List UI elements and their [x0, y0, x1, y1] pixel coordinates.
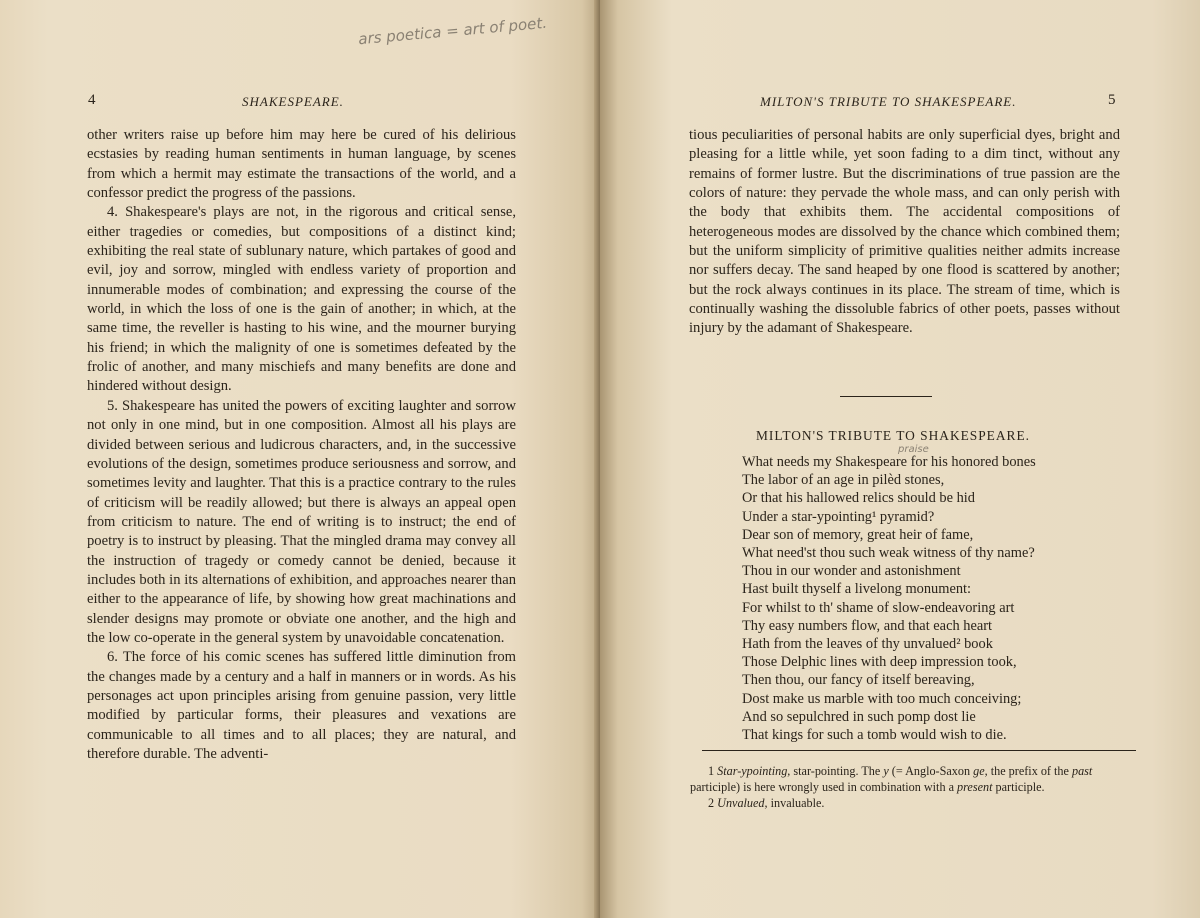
poem: [742, 453, 1036, 744]
section-divider: [840, 396, 932, 397]
poem-line: And so sepulchred in such pomp dost lie: [742, 708, 976, 725]
poem-line: The labor of an age in pilèd stones,: [742, 472, 945, 489]
paragraph: other writers raise up before him may here be cured of his delirious ecstasies by reading human sentiments in human language, by scenes from which a hermit may estimate the transactions of the world, and a confessor predict the progress of the passions.: [87, 127, 516, 202]
poem-line: For whilst to th' shame of slow-endeavoring art: [742, 599, 1015, 616]
page-number: 5: [1108, 92, 1116, 108]
poem-line: Hast built thyself a livelong monument:: [742, 581, 972, 598]
poem-title: MILTON'S TRIBUTE TO SHAKESPEARE.: [756, 428, 1030, 443]
paragraph: 5. Shakespeare has united the powers of exciting laughter and sorrow not only in one mind, but in one composition. Almost all his plays are divided between serious and ludicrous characters, and, in the successive evolutions of the design, sometimes produce seriousness and sorrow, and sometimes levity and laughter. That this is a practice contrary to the rules of criticism will be readily allowed; but there is always an appeal open from criticism to nature. The end of writing is to instruct; the end of poetry is to instruct by pleasing. That the mingled drama may convey all the instruction of tragedy or comedy cannot be denied, because it includes both in its alternations of exhibition, and approaches nearer than either to the appearance of life, by showing how great machinations and slender designs may promote or obviate one another, and the high and the low co-operate in the general system by unavoidable concatenation.: [87, 397, 516, 646]
body-text: [87, 126, 516, 764]
poem-line: That kings for such a tomb would wish to die.: [742, 727, 1007, 744]
handwritten-annotation: ars poetica = art of poet.: [357, 13, 548, 49]
poem-line: Or that his hallowed relics should be hid: [742, 490, 976, 507]
page-number: 4: [88, 92, 96, 108]
paragraph: 6. The force of his comic scenes has suffered little diminution from the changes made by a century and a half in manners or in words. As his personages act upon principles arising from genuine passion, very little modified by particular forms, their pleasures and vexations are communicable to all times and to all places; they are natural, and therefore durable. The adventi-: [87, 649, 516, 762]
handwritten-annotation: praise: [898, 444, 929, 455]
poem-line: Hath from the leaves of thy unvalued² book: [742, 636, 993, 653]
footnote-rule: [702, 750, 1136, 751]
poem-line: Thou in our wonder and astonishment: [742, 563, 961, 580]
footnote-2: 2 Unvalued, invaluable.: [708, 796, 825, 810]
poem-line: Thy easy numbers flow, and that each heart: [742, 617, 993, 634]
poem-line: What need'st thou such weak witness of thy name?: [742, 545, 1035, 562]
poem-line: Then thou, our fancy of itself bereaving,: [742, 672, 975, 689]
running-head: MILTON'S TRIBUTE TO SHAKESPEARE.: [760, 94, 1017, 109]
footnote-1: 1 Star-ypointing, star-pointing. The y (= Anglo-Saxon ge, the prefix of the past participle) is here wrongly used in combination with a present participle.: [690, 764, 1093, 794]
poem-line: Dost make us marble with too much conceiving;: [742, 690, 1022, 707]
poem-line: Under a star-ypointing¹ pyramid?: [742, 508, 935, 525]
running-head: SHAKESPEARE.: [242, 94, 344, 109]
poem-line: What needs my Shakespeare for his honored bones: [742, 454, 1036, 470]
poem-line: Those Delphic lines with deep impression took,: [742, 654, 1017, 671]
paragraph: tious peculiarities of personal habits are only superficial dyes, bright and pleasing for a little while, yet soon fading to a dim tinct, without any remains of former lustre. But the discriminations of true passion are the colors of nature: they pervade the whole mass, and can only perish with the body that exhibits them. The accidental compositions of heterogeneous modes are dissolved by the chance which combined them; but the uniform simplicity of primitive qualities neither admits increase nor suffers decay. The sand heaped by one flood is scattered by another; but the rock always continues in its place. The stream of time, which is continually washing the dissoluble fabrics of other poets, passes without injury by the adamant of Shakespeare.: [689, 127, 1120, 337]
paragraph: 4. Shakespeare's plays are not, in the rigorous and critical sense, either tragedies or comedies, but compositions of a distinct kind; exhibiting the real state of sublunary nature, which partakes of good and evil, joy and sorrow, mingled with endless variety of proportion and innumerable modes of combination; and expressing the course of the world, in which the loss of one is the gain of another; in which, at the same time, the reveller is hasting to his wine, and the mourner burying his friend; in which the malignity of one is sometimes defeated by the frolic of another, and many mischiefs and many benefits are done and hindered without design.: [87, 204, 516, 395]
body-text: [689, 126, 1120, 339]
poem-line: Dear son of memory, great heir of fame,: [742, 526, 974, 543]
footnotes: [690, 763, 1135, 811]
